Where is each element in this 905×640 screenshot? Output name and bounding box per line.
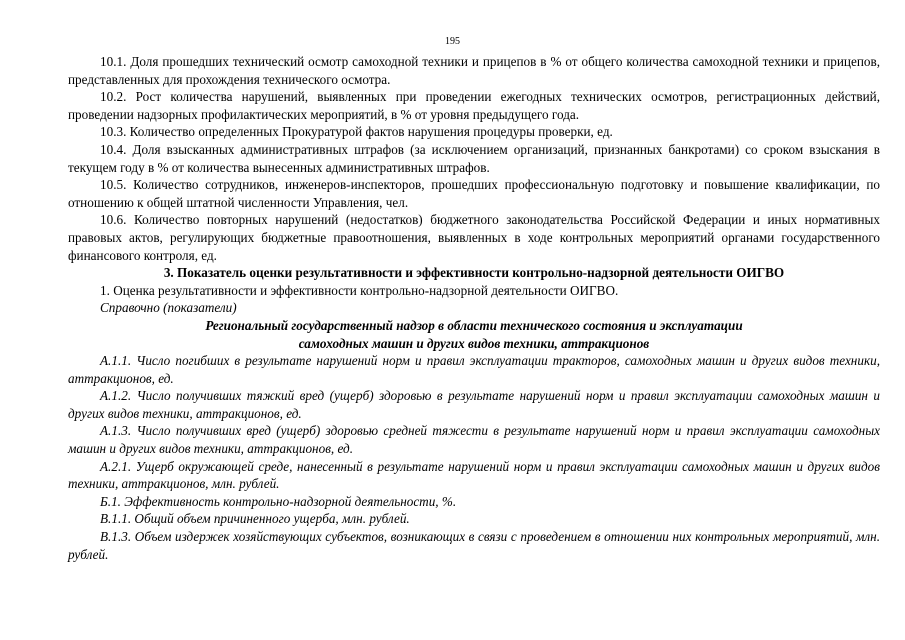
indicator-a-1-3: А.1.3. Число получивших вред (ущерб) здоровью средней тяжести в результате нарушений норм и правил эксплуатации самоходных машин и других видов техники, аттракционов, ед. xyxy=(68,423,880,457)
document-body xyxy=(68,53,880,563)
reference-label: Справочно (показатели) xyxy=(100,300,237,316)
paragraph-10-6: 10.6. Количество повторных нарушений (недостатков) бюджетного законодательства Российской Федерации и иных нормативных правовых актов, регулирующих бюджетные правоотношения, выявленных в ходе контрольных мероприятий органами государственного финансового контроля, ед. xyxy=(68,212,880,263)
evaluation-line: 1. Оценка результативности и эффективности контрольно-надзорной деятельности ОИГВО. xyxy=(100,282,619,298)
paragraph-10-4: 10.4. Доля взысканных административных штрафов (за исключением организаций, признанных банкротами) со сроком взыскания в текущем году в % от количества вынесенных административных штрафов. xyxy=(68,141,880,175)
indicator-b-1: Б.1. Эффективность контрольно-надзорной деятельности, %. xyxy=(100,493,457,509)
paragraph-10-3: 10.3. Количество определенных Прокуратурой фактов нарушения процедуры проверки, ед. xyxy=(100,124,613,140)
paragraph-10-1: 10.1. Доля прошедших технический осмотр самоходной техники и прицепов в % от общего количества самоходной техники и прицепов, представленных для прохождения технического осмотра. xyxy=(68,54,880,87)
indicator-v-1-1: В.1.1. Общий объем причиненного ущерба, млн. рублей. xyxy=(100,511,410,527)
indicator-v-1-3: В.1.3. Объем издержек хозяйствующих субъектов, возникающих в связи с проведением в отношении них контрольных мероприятий, млн. рублей. xyxy=(68,529,880,562)
subheading-line-2: самоходных машин и других видов техники, аттракционов xyxy=(298,335,650,351)
section-heading: 3. Показатель оценки результативности и эффективности контрольно-надзорной деятельности ОИГВО xyxy=(163,265,785,281)
indicator-a-2-1: А.2.1. Ущерб окружающей среде, нанесенный в результате нарушений норм и правил эксплуатации самоходных машин и других видов техники, аттракционов, млн. рублей. xyxy=(68,458,880,492)
paragraph-10-5: 10.5. Количество сотрудников, инженеров-инспекторов, прошедших профессиональную подготовку и повышение квалификации, по отношению к общей штатной численности Управления, чел. xyxy=(68,177,880,210)
subheading-line-1: Региональный государственный надзор в области технического состояния и эксплуатации xyxy=(205,317,743,333)
indicator-a-1-1: А.1.1. Число погибших в результате нарушений норм и правил эксплуатации тракторов, самоходных машин и других видов техники, аттракционов, ед. xyxy=(68,353,880,386)
page-number: 195 xyxy=(445,36,460,47)
indicator-a-1-2: А.1.2. Число получивших тяжкий вред (ущерб) здоровью в результате нарушений норм и правил эксплуатации самоходных машин и других видов техники, аттракционов, ед. xyxy=(68,388,880,421)
paragraph-10-2: 10.2. Рост количества нарушений, выявленных при проведении ежегодных технических осмотров, регистрационных действий, проведении надзорных профилактических мероприятий, в % от уровня предыдущего года. xyxy=(68,89,880,122)
